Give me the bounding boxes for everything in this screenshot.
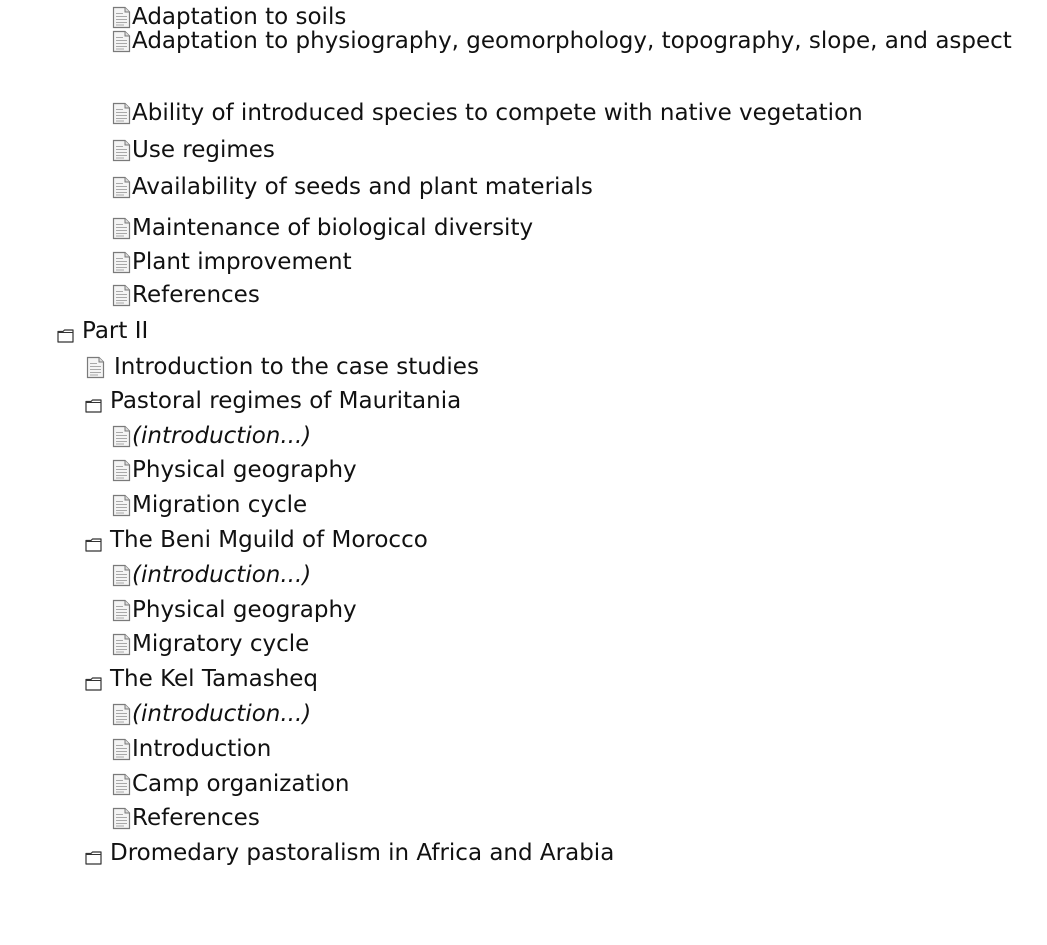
toc-folder-label: The Kel Tamasheq xyxy=(110,666,319,692)
toc-folder-kel-tamasheq[interactable] xyxy=(85,665,318,694)
toc-item-label: (introduction...) xyxy=(132,562,312,588)
toc-item-label: Adaptation to physiography, geomorphology, topography, slope, and aspect xyxy=(132,28,1012,54)
toc-item-label: (introduction...) xyxy=(132,701,312,727)
folder-icon xyxy=(85,671,102,685)
toc-item-ability-of-introduced-species[interactable] xyxy=(111,99,863,128)
folder-icon xyxy=(85,393,102,407)
document-icon xyxy=(111,30,132,53)
toc-item-mauritania-introduction[interactable] xyxy=(111,422,311,451)
toc-item-label: Introduction xyxy=(132,736,272,762)
toc-folder-label: The Beni Mguild of Morocco xyxy=(110,527,428,553)
document-icon xyxy=(111,807,132,830)
document-icon xyxy=(111,251,132,274)
toc-item-label: Use regimes xyxy=(132,137,275,163)
toc-item-migration-cycle[interactable] xyxy=(111,491,307,520)
document-icon xyxy=(111,6,132,29)
document-icon xyxy=(111,494,132,517)
toc-item-label: Plant improvement xyxy=(132,249,352,275)
folder-icon xyxy=(85,845,102,859)
toc-item-label: Migratory cycle xyxy=(132,631,310,657)
toc-item-label: References xyxy=(132,805,260,831)
toc-item-kel-tamasheq-introduction-ellipsis[interactable] xyxy=(111,700,311,729)
toc-item-label: Migration cycle xyxy=(132,492,308,518)
toc-item-label: Maintenance of biological diversity xyxy=(132,215,534,241)
folder-icon xyxy=(57,323,74,337)
toc-item-maintenance-of-biological-diversity[interactable] xyxy=(111,214,533,243)
toc-folder-part-ii[interactable] xyxy=(57,317,148,346)
toc-folder-label: Pastoral regimes of Mauritania xyxy=(110,388,462,414)
toc-item-beni-mguild-introduction[interactable] xyxy=(111,561,311,590)
toc-item-references-2[interactable] xyxy=(111,804,260,833)
toc-item-label: Availability of seeds and plant materials xyxy=(132,174,593,200)
document-icon xyxy=(111,738,132,761)
toc-item-label: (introduction...) xyxy=(132,423,312,449)
document-icon xyxy=(111,284,132,307)
document-icon xyxy=(111,176,132,199)
document-icon xyxy=(111,633,132,656)
toc-item-beni-mguild-physical-geography[interactable] xyxy=(111,596,357,625)
toc-item-kel-tamasheq-introduction[interactable] xyxy=(111,735,271,764)
document-icon xyxy=(85,356,106,379)
toc-folder-beni-mguild-of-morocco[interactable] xyxy=(85,526,428,555)
toc-item-label: Ability of introduced species to compete with native vegetation xyxy=(132,100,863,126)
document-icon xyxy=(111,564,132,587)
folder-icon xyxy=(85,532,102,546)
document-icon xyxy=(111,102,132,125)
toc-item-label: Adaptation to soils xyxy=(132,4,347,30)
toc-item-label: Introduction to the case studies xyxy=(114,354,479,380)
toc-item-mauritania-physical-geography[interactable] xyxy=(111,456,357,485)
document-icon xyxy=(111,139,132,162)
toc-item-label: References xyxy=(132,282,260,308)
document-icon xyxy=(111,773,132,796)
toc-item-use-regimes[interactable] xyxy=(111,136,275,165)
toc-item-adaptation-to-physiography[interactable] xyxy=(111,27,1047,56)
toc-folder-label: Part II xyxy=(82,318,149,344)
document-icon xyxy=(111,703,132,726)
toc-item-label: Camp organization xyxy=(132,771,350,797)
toc-item-camp-organization[interactable] xyxy=(111,770,349,799)
toc-item-label: Physical geography xyxy=(132,597,357,623)
document-icon xyxy=(111,459,132,482)
toc-folder-label: Dromedary pastoralism in Africa and Arabia xyxy=(110,840,615,866)
document-icon xyxy=(111,599,132,622)
document-icon xyxy=(111,425,132,448)
toc-folder-dromedary-pastoralism[interactable] xyxy=(85,839,614,868)
document-icon xyxy=(111,217,132,240)
toc-item-introduction-to-case-studies[interactable] xyxy=(85,353,479,382)
toc-item-availability-of-seeds[interactable] xyxy=(111,173,593,202)
toc-item-plant-improvement[interactable] xyxy=(111,248,352,277)
toc-item-references-1[interactable] xyxy=(111,281,260,310)
toc-item-migratory-cycle[interactable] xyxy=(111,630,309,659)
toc-item-label: Physical geography xyxy=(132,457,357,483)
toc-folder-pastoral-regimes-of-mauritania[interactable] xyxy=(85,387,461,416)
